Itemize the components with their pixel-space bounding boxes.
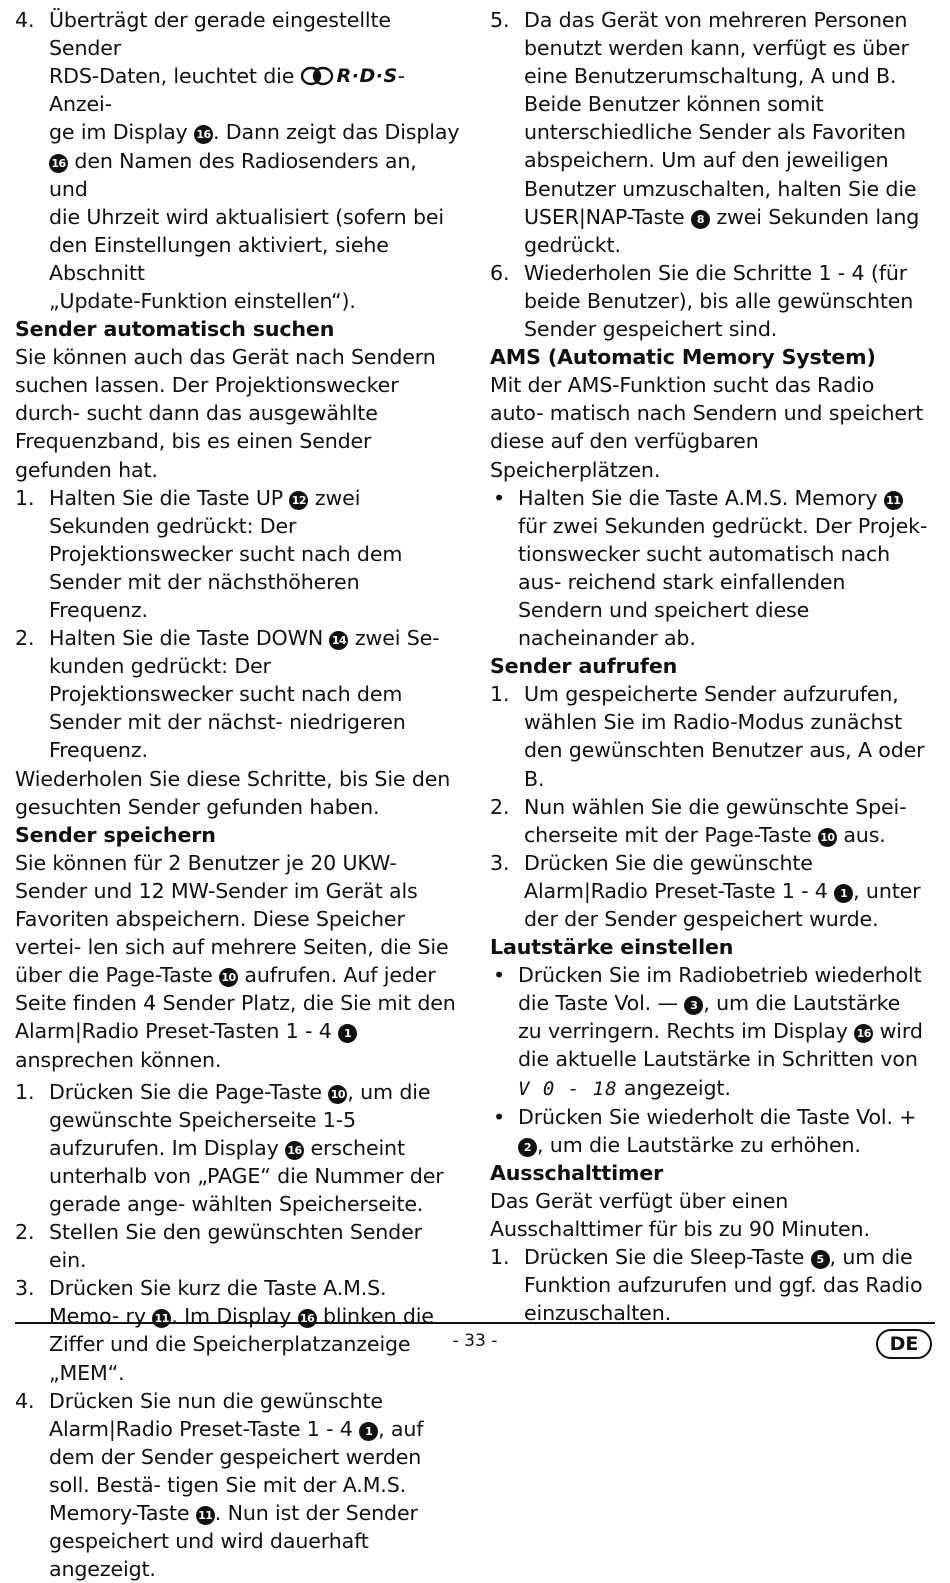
section-heading: Sender aufrufen <box>490 654 678 679</box>
section-heading: Sender automatisch suchen <box>15 317 335 342</box>
text-fragment: Halten Sie die Taste A.M.S. Memory <box>518 485 884 510</box>
ref-number-icon: 5 <box>811 1250 830 1269</box>
ref-number-icon: 3 <box>684 996 703 1015</box>
ref-number-icon: 16 <box>854 1024 873 1043</box>
language-badge: DE <box>876 1329 932 1359</box>
text-fragment: Halten Sie die Taste DOWN <box>49 626 330 651</box>
rds-logo-text: R·D·S <box>336 65 398 88</box>
text-fragment: Um gespeicherte Sender aufzurufen, wählen Sie im Radio-Modus zunächst den gewünschten Benutzer aus, A oder B. <box>524 682 925 791</box>
ref-number-icon: 16 <box>298 1309 317 1328</box>
text-fragment: zwei Sekunden lang gedrückt. <box>524 204 920 257</box>
section-heading: Lautstärke einstellen <box>490 935 734 960</box>
text-fragment: , um die gewünschte Speicherseite 1-5 aufzurufen. Im Display <box>49 1079 431 1160</box>
text-fragment: angezeigt. <box>617 1075 731 1100</box>
text-fragment: Drücken Sie die Page-Taste <box>49 1079 329 1104</box>
list-item <box>490 1243 930 1327</box>
bullet-icon: • <box>493 485 505 510</box>
text-fragment: wird die aktuelle Lautstärke in Schritten von <box>518 1019 923 1072</box>
paragraph <box>15 849 460 1074</box>
list-item-rds <box>15 6 460 315</box>
ref-number-icon: 11 <box>884 491 903 510</box>
list-number: 1. <box>15 485 35 510</box>
text-fragment: . Nun ist der Sender gespeichert und wird dauerhaft angezeigt. <box>49 1501 418 1582</box>
bullet-item <box>490 484 930 653</box>
list-number: 5. <box>490 8 510 32</box>
list-item <box>15 624 460 764</box>
text-fragment: . Dann zeigt das Display <box>212 120 460 145</box>
text-fragment: -Anzei- <box>49 64 405 117</box>
ref-number-icon: 16 <box>285 1141 304 1160</box>
section-heading: Ausschalttimer <box>490 1160 664 1185</box>
list-number: 4. <box>15 1388 35 1413</box>
text-fragment: , um die Lautstärke zu erhöhen. <box>537 1132 861 1157</box>
list-item <box>490 849 930 933</box>
text-fragment: Drücken Sie die gewünschte Alarm|Radio Preset-Taste 1 - 4 <box>524 850 835 903</box>
ref-number-icon: 10 <box>818 828 837 847</box>
list-number: 2. <box>15 1220 35 1245</box>
ref-number-icon: 16 <box>194 125 213 144</box>
text-fragment: . Im Display <box>171 1304 298 1329</box>
text-fragment: Da das Gerät von mehreren Personen benutzt werden kann, verfügt es über eine Benutzerumschaltung, A und B. Beide Benutzer können somit unterschiedliche Sender als Favoriten abspeichern. Um auf den jeweiligen Benutzer umzuschalten, halten Sie die USER|NAP-Taste <box>524 8 917 229</box>
list-item <box>490 6 930 259</box>
rds-logo <box>301 62 398 90</box>
text-fragment: Nun wählen Sie die gewünschte Spei- cherseite mit der Page-Taste <box>524 794 907 847</box>
text-fragment: Drücken Sie wiederholt die Taste Vol. + <box>518 1104 917 1129</box>
text-fragment: Stellen Sie den gewünschten Sender ein. <box>49 1220 422 1273</box>
text-fragment: Wiederholen Sie die Schritte 1 - 4 (für beide Benutzer), bis alle gewünschten Sender gespeichert sind. <box>524 260 914 342</box>
text-fragment: Sie können für 2 Benutzer je 20 UKW- Sender und 12 MW-Sender im Gerät als Favoriten abspeichern. Diese Speicher vertei- len sich auf mehrere Seiten, die Sie über die Page-Taste <box>15 850 449 988</box>
ref-number-icon: 12 <box>289 491 308 510</box>
bullet-item <box>490 1103 930 1159</box>
text-fragment: RDS-Daten, leuchtet die <box>49 64 301 89</box>
list-number: 1. <box>490 1245 510 1270</box>
text-fragment: Drücken Sie im Radiobetrieb wiederholt die Taste Vol. — <box>518 963 922 1016</box>
ref-number-icon: 8 <box>691 210 710 229</box>
ref-number-icon: 11 <box>152 1309 171 1328</box>
text-fragment: Überträgt der gerade eingestellte Sender <box>49 8 391 61</box>
list-number: 6. <box>490 260 510 285</box>
ref-number-icon: 10 <box>219 968 238 987</box>
page-number: - 33 - <box>452 1331 498 1351</box>
list-item <box>490 793 930 849</box>
text-fragment: , unter der der Sender gespeichert wurde. <box>524 878 921 931</box>
text-fragment: Drücken Sie kurz die Taste A.M.S. Memo- ry <box>49 1276 387 1329</box>
text-fragment: ansprechen können. <box>15 1047 222 1072</box>
section-heading: Sender speichern <box>15 822 216 847</box>
lcd-volume-range: V 0 - 18 <box>518 1077 618 1100</box>
bullet-icon: • <box>493 963 505 988</box>
text-fragment: , auf dem der Sender gespeichert werden soll. Bestä- tigen Sie mit der A.M.S. Memory-Taste <box>49 1416 424 1526</box>
ref-number-icon: 2 <box>518 1138 537 1157</box>
text-fragment: zwei Sekunden gedrückt: Der Projektionswecker sucht nach dem Sender mit der nächsthöheren Frequenz. <box>49 485 403 623</box>
ref-number-icon: 16 <box>49 154 68 173</box>
text-fragment: den Einstellungen aktiviert, siehe Abschnitt <box>49 232 389 285</box>
text-fragment: „Update-Funktion einstellen“). <box>49 288 356 313</box>
paragraph: Mit der AMS-Funktion sucht das Radio auto- matisch nach Sendern und speichert diese auf den verfügbaren Speicherplätzen. <box>490 373 924 482</box>
paragraph: Das Gerät verfügt über einen Ausschalttimer für bis zu 90 Minuten. <box>490 1188 870 1242</box>
right-column <box>490 6 930 1327</box>
list-item <box>15 1078 460 1218</box>
text-fragment: , um die Lautstärke zu verringern. Rechts im Display <box>518 991 901 1044</box>
text-fragment: für zwei Sekunden gedrückt. Der Projek- tionswecker sucht automatisch nach aus- reichend stark einfallenden Sendern und speichert diese nacheinander ab. <box>518 513 928 651</box>
text-fragment: aus. <box>836 822 886 847</box>
text-fragment: die Uhrzeit wird aktualisiert (sofern bei <box>49 204 444 229</box>
bullet-icon: • <box>493 1104 505 1129</box>
list-item <box>15 1218 460 1274</box>
ref-number-icon: 1 <box>338 1024 357 1043</box>
list-number: 2. <box>15 626 35 651</box>
list-number: 2. <box>490 794 510 819</box>
text-fragment: aufrufen. Auf jeder Seite finden 4 Sender Platz, die Sie mit den Alarm|Radio Preset-Tasten 1 - 4 <box>15 963 456 1044</box>
list-number: 1. <box>15 1079 35 1104</box>
list-item <box>15 1387 460 1583</box>
text-fragment: ge im Display <box>49 120 194 145</box>
ref-number-icon: 14 <box>329 631 348 650</box>
ref-number-icon: 1 <box>359 1422 378 1441</box>
list-item <box>490 259 930 343</box>
list-number: 3. <box>15 1276 35 1301</box>
rds-waves-icon <box>301 66 335 86</box>
text-fragment: den Namen des Radiosenders an, und <box>49 148 417 201</box>
footer-divider <box>15 1322 935 1324</box>
list-number: 1. <box>490 682 510 707</box>
bullet-item <box>490 961 930 1102</box>
text-fragment: Drücken Sie nun die gewünschte Alarm|Radio Preset-Taste 1 - 4 <box>49 1388 383 1441</box>
list-item <box>15 484 460 624</box>
list-item <box>490 680 930 792</box>
text-fragment: Halten Sie die Taste UP <box>49 485 290 510</box>
paragraph: Wiederholen Sie diese Schritte, bis Sie den gesuchten Sender gefunden haben. <box>15 766 451 819</box>
list-number: 3. <box>490 850 510 875</box>
ref-number-icon: 10 <box>328 1085 347 1104</box>
text-fragment: erscheint unterhalb von „PAGE“ die Nummer der gerade ange- wählten Speicherseite. <box>49 1135 444 1216</box>
section-heading: AMS (Automatic Memory System) <box>490 345 876 370</box>
text-fragment: , um die Funktion aufzurufen und ggf. das Radio einzuschalten. <box>524 1245 923 1326</box>
list-number: 4. <box>15 8 35 32</box>
ref-number-icon: 11 <box>196 1506 215 1525</box>
text-fragment: Drücken Sie die Sleep-Taste <box>524 1245 811 1270</box>
text-fragment: zwei Se- kunden gedrückt: Der Projektionswecker sucht nach dem Sender mit der nächst- niedrigeren Frequenz. <box>49 626 440 763</box>
text-fragment: blinken die Ziffer und die Speicherplatzanzeige „MEM“. <box>49 1304 434 1385</box>
paragraph: Sie können auch das Gerät nach Sendern suchen lassen. Der Projektionswecker durch- sucht dann das ausgewählte Frequenzband, bis es einen Sender gefunden hat. <box>15 345 436 482</box>
ref-number-icon: 1 <box>834 884 853 903</box>
